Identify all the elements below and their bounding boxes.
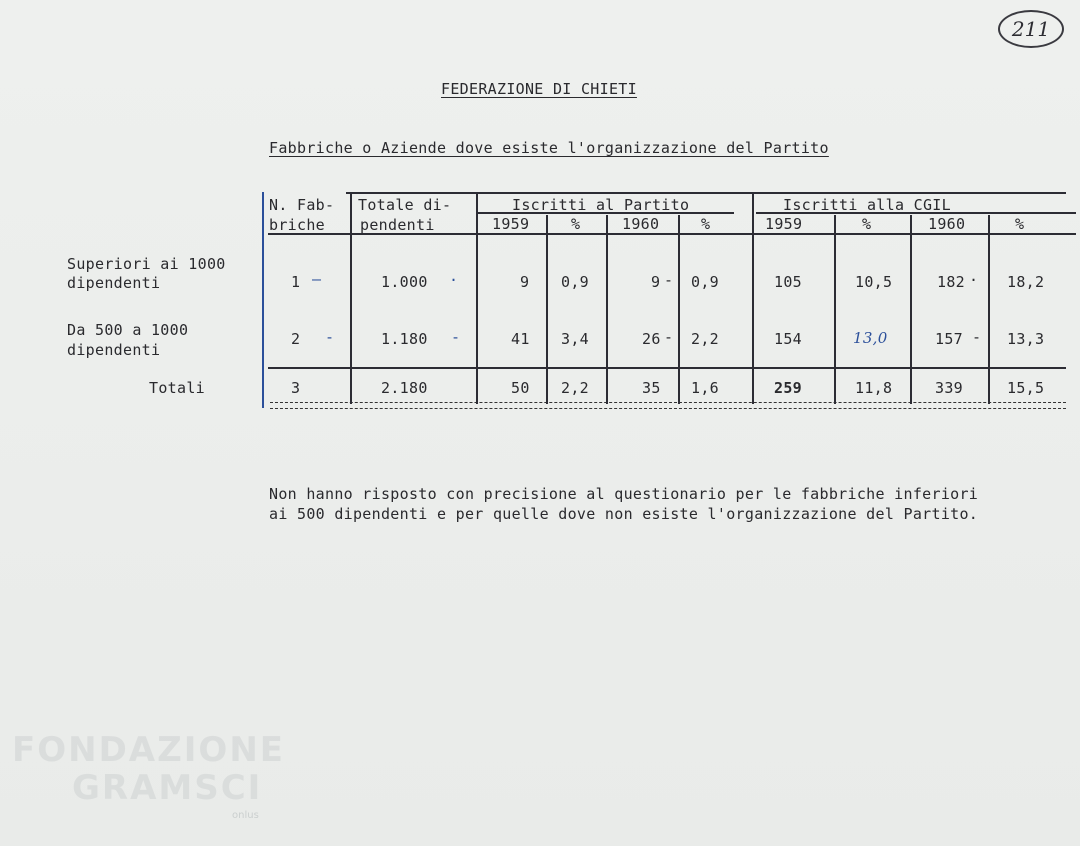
header-n-fabbriche-1: N. Fab- — [269, 196, 335, 214]
totals-cell: 2.180 — [381, 379, 428, 397]
col-divider — [476, 192, 478, 404]
col-divider — [910, 215, 912, 404]
col-divider — [834, 215, 836, 404]
totals-label: Totali — [149, 379, 205, 397]
table-cell: 41 — [511, 330, 530, 348]
table-cell: 0,9 — [561, 273, 589, 291]
pen-tick-mark: - — [664, 271, 674, 289]
document-subtitle: Fabbriche o Aziende dove esiste l'organizzazione del Partito — [269, 139, 829, 157]
header-pct: % — [701, 215, 711, 233]
totals-cell: 50 — [511, 379, 530, 397]
header-totale-2: pendenti — [360, 216, 435, 234]
note-line: Non hanno risposto con precisione al questionario per le fabbriche inferiori — [269, 485, 979, 503]
totals-cell: 259 — [774, 379, 802, 397]
header-year-1960: 1960 — [928, 215, 966, 233]
totals-top-rule — [268, 367, 1066, 369]
watermark-small: onlus — [232, 810, 259, 821]
row-label: Superiori ai 1000 — [67, 255, 226, 273]
header-iscritti-cgil: Iscritti alla CGIL — [783, 196, 951, 214]
totals-cell: 11,8 — [855, 379, 893, 397]
table-cell: 1.000 — [381, 273, 428, 291]
totals-cell: 1,6 — [691, 379, 719, 397]
totals-cell: 2,2 — [561, 379, 589, 397]
header-iscritti-partito: Iscritti al Partito — [512, 196, 690, 214]
totals-cell: 3 — [291, 379, 301, 397]
col-divider — [350, 192, 352, 404]
table-top-rule — [346, 192, 1066, 194]
header-pct: % — [862, 215, 872, 233]
table-cell: 2 — [291, 330, 301, 348]
table-cell: 105 — [774, 273, 802, 291]
pen-tick-mark: - — [972, 328, 982, 346]
row-label: dipendenti — [67, 341, 161, 359]
col-divider — [606, 215, 608, 404]
table-cell: 2,2 — [691, 330, 719, 348]
table-cell: 0,9 — [691, 273, 719, 291]
pen-tick-mark: - — [451, 328, 461, 346]
table-cell: 1.180 — [381, 330, 428, 348]
archive-number-stamp: 211 — [998, 10, 1064, 48]
header-pct: % — [1015, 215, 1025, 233]
header-pct: % — [571, 215, 581, 233]
table-cell: 3,4 — [561, 330, 589, 348]
header-totale-1: Totale di- — [358, 196, 452, 214]
table-cell: 157 — [935, 330, 963, 348]
archive-watermark — [12, 730, 286, 808]
header-year-1959: 1959 — [492, 215, 530, 233]
col-divider — [678, 215, 680, 404]
totals-cell: 339 — [935, 379, 963, 397]
watermark-line: FONDAZIONE — [12, 730, 286, 770]
header-n-fabbriche-2: briche — [269, 216, 325, 234]
table-cell: 26 — [642, 330, 661, 348]
header-year-1959: 1959 — [765, 215, 803, 233]
row-label: dipendenti — [67, 274, 161, 292]
col-divider — [546, 215, 548, 404]
pen-tick-mark: – — [312, 270, 322, 288]
table-double-rule — [270, 402, 1066, 409]
header-year-1960: 1960 — [622, 215, 660, 233]
col-divider — [752, 192, 754, 404]
pen-tick-mark: · — [449, 271, 459, 289]
pen-tick-mark: · — [969, 271, 979, 289]
table-cell: 9 — [520, 273, 530, 291]
watermark-line: GRAMSCI — [72, 768, 263, 808]
table-cell: 9 — [651, 273, 661, 291]
table-cell: 154 — [774, 330, 802, 348]
pen-tick-mark: - — [325, 328, 335, 346]
table-cell: 13,3 — [1007, 330, 1045, 348]
table-cell: 182 — [937, 273, 965, 291]
col-divider — [988, 215, 990, 404]
pen-tick-mark: - — [664, 328, 674, 346]
row-label: Da 500 a 1000 — [67, 321, 189, 339]
table-cell: 18,2 — [1007, 273, 1045, 291]
table-cell: 10,5 — [855, 273, 893, 291]
table-cell: 1 — [291, 273, 301, 291]
pen-margin-line — [262, 192, 264, 408]
handwritten-correction: 13,0 — [853, 329, 888, 347]
totals-cell: 15,5 — [1007, 379, 1045, 397]
totals-cell: 35 — [642, 379, 661, 397]
document-title: FEDERAZIONE DI CHIETI — [441, 80, 637, 98]
note-line: ai 500 dipendenti e per quelle dove non esiste l'organizzazione del Partito. — [269, 505, 979, 523]
